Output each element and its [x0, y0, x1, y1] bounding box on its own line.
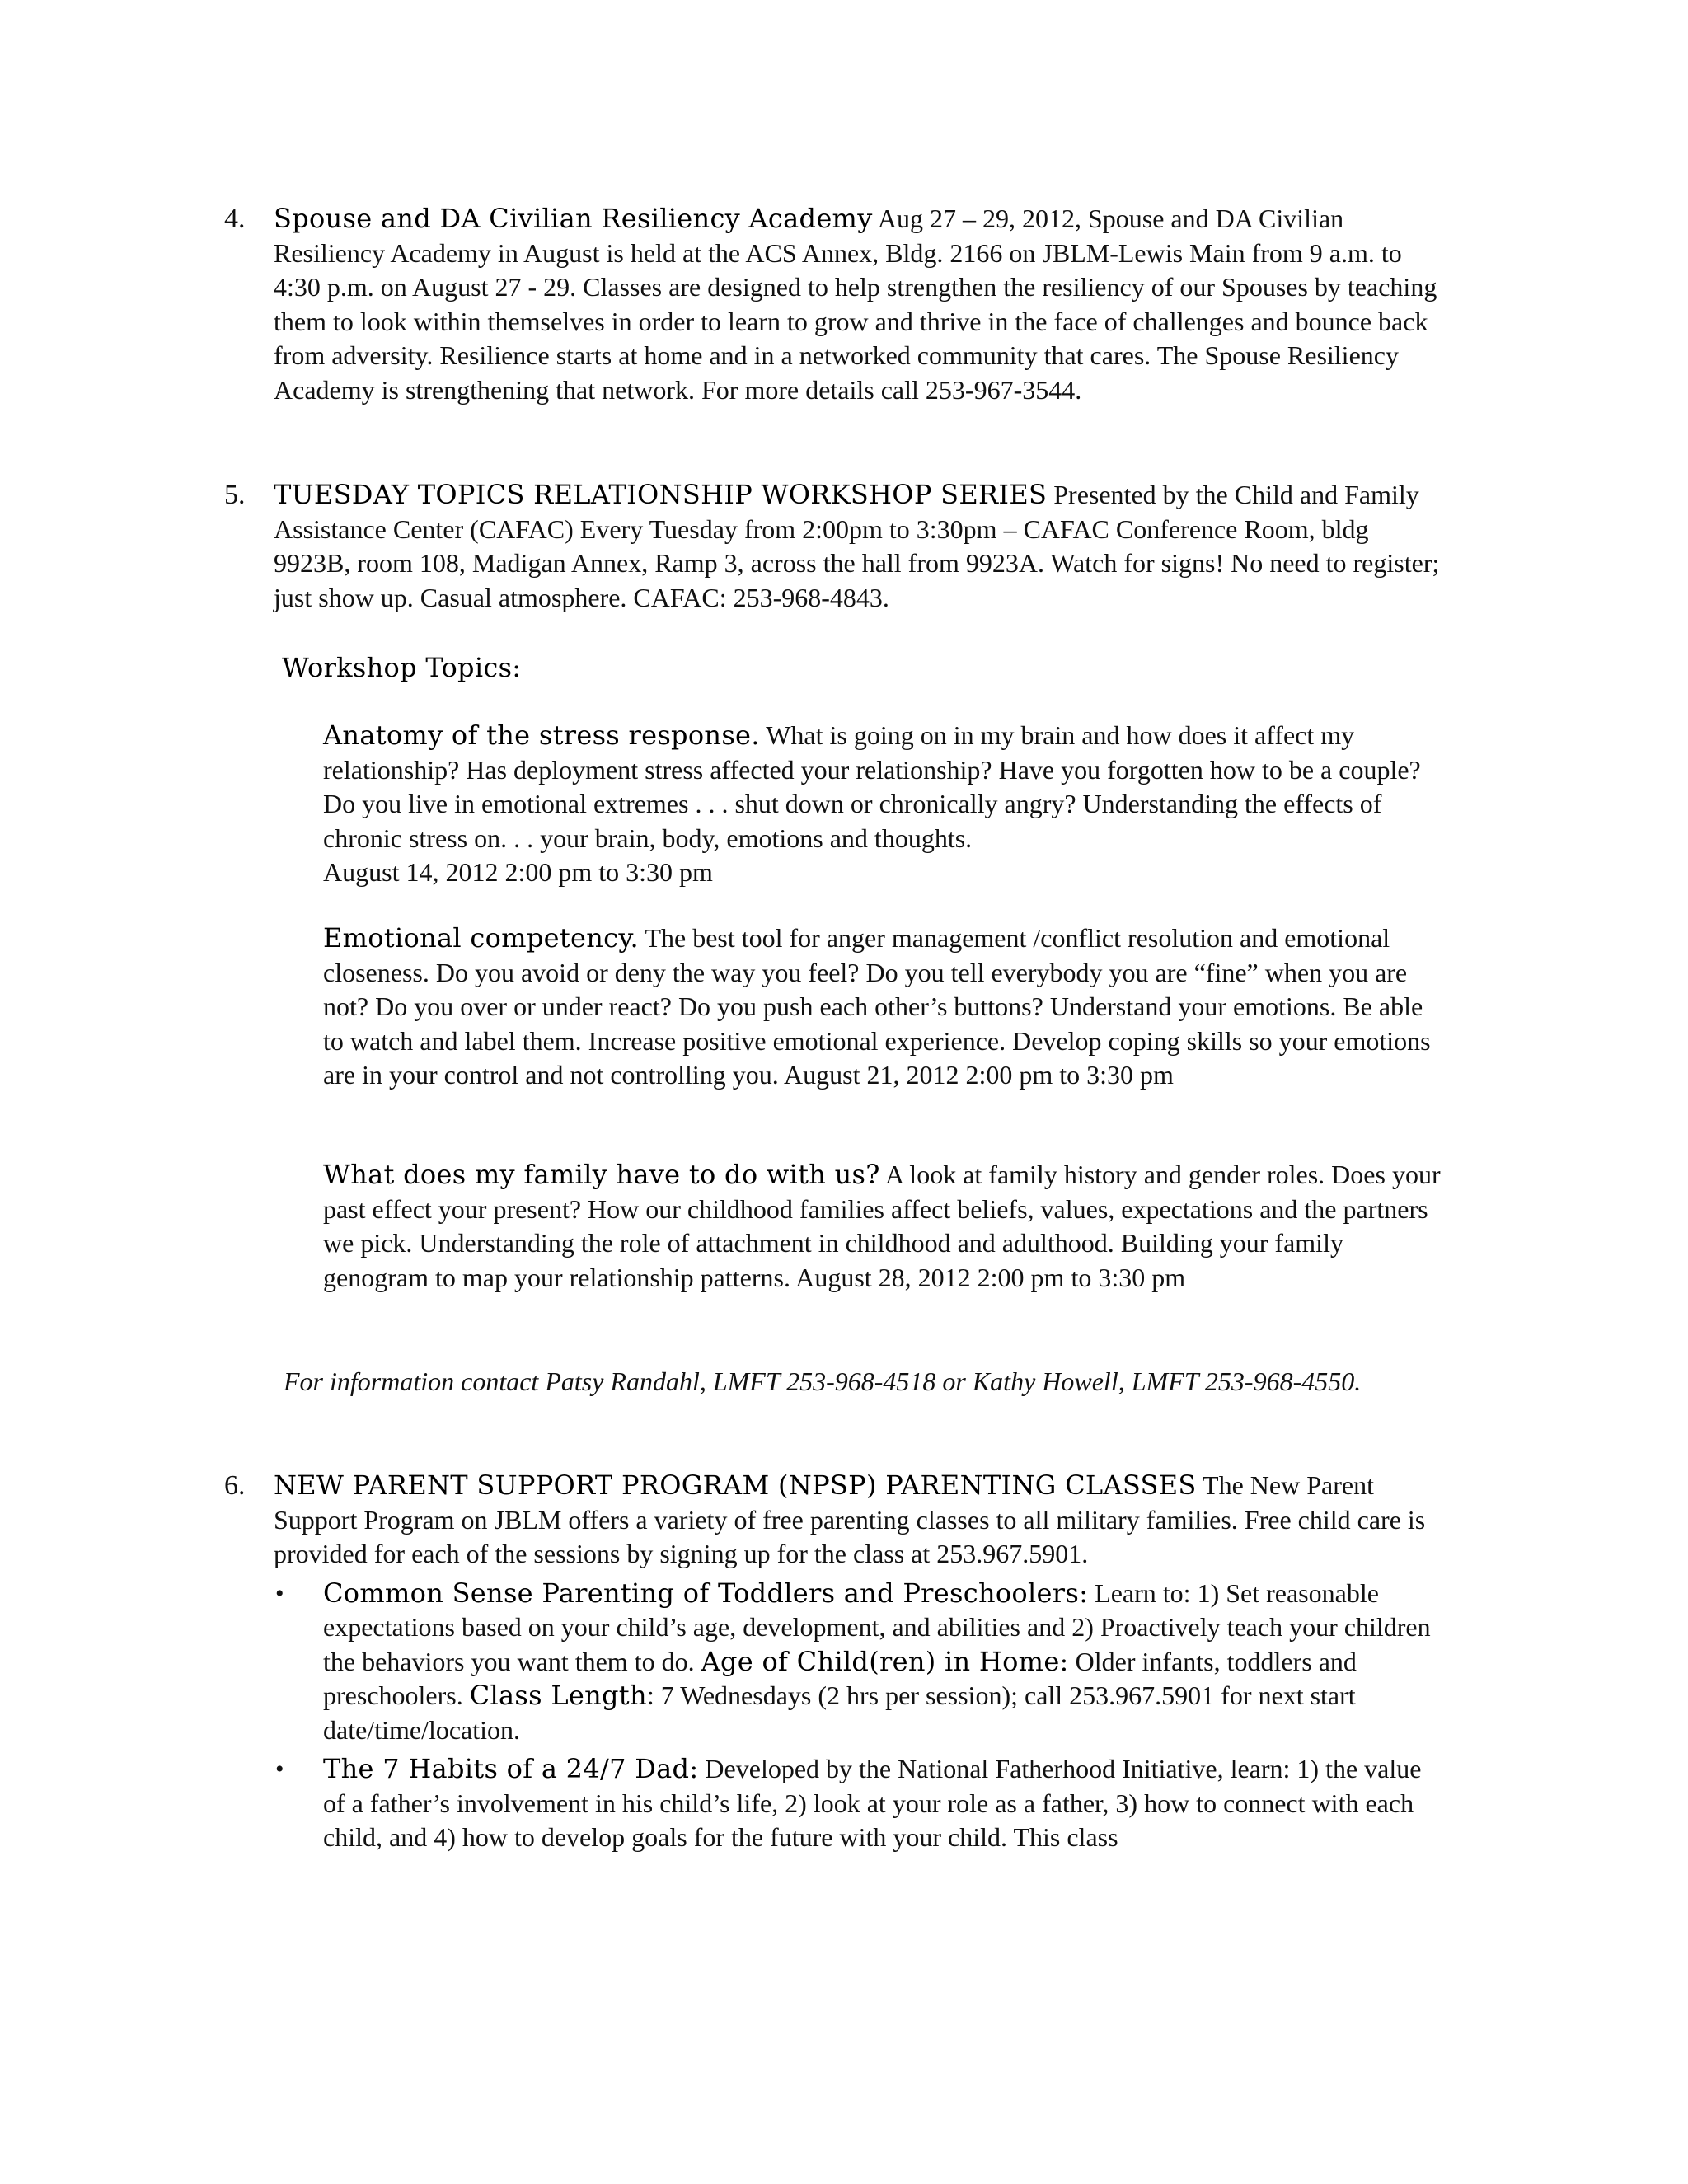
class-length-text: : 7 Wednesdays (2 hrs per session); call 253.967.5901 for next start date/time/location. — [323, 1680, 1356, 1745]
class-list-item — [274, 1577, 1444, 1748]
workshop-topics-heading: Workshop Topics: — [282, 652, 522, 683]
topic-title: Anatomy of the stress response. — [323, 719, 760, 751]
item-body — [274, 202, 1444, 407]
item-text: Aug 27 – 29, 2012, Spouse and DA Civilian Resiliency Academy in August is held at the ACS Annex, Bldg. 2166 on JBLM-Lewis Main from 9 a.m. to 4:30 p.m. on August 27 - 29. Classes are designed to help strengthen the resiliency of our Spouses by teaching them to look within themselves in order to learn to grow and thrive in the face of challenges and bounce back from adversity. Resilience starts at home and in a networked community that cares. The Spouse Resiliency Academy is strengthening that network. For more details call 253-967-3544. — [274, 204, 1437, 405]
bullet-icon: • — [275, 1579, 284, 1607]
class-title: The 7 Habits of a 24/7 Dad: — [323, 1753, 699, 1784]
item-heading: NEW PARENT SUPPORT PROGRAM (NPSP) PARENTING CLASSES — [274, 1469, 1197, 1501]
item-text: The New Parent Support Program on JBLM offers a variety of free parenting classes to all military families. Free child care is provided for each of the sessions by signing up for the class at 253.967.5901. — [274, 1470, 1426, 1568]
list-item-5 — [224, 478, 1461, 615]
item-body — [274, 478, 1444, 615]
item-number: 5. — [224, 480, 246, 510]
topic-title: Emotional competency. — [323, 922, 640, 954]
list-item-4 — [224, 202, 1461, 407]
item-body — [274, 1469, 1444, 1855]
item-heading: TUESDAY TOPICS RELATIONSHIP WORKSHOP SERIES — [274, 479, 1048, 510]
item-heading: Spouse and DA Civilian Resiliency Academy — [274, 203, 873, 234]
item-intro — [274, 1469, 1444, 1572]
item-number: 6. — [224, 1470, 246, 1501]
class-text: Learn to: 1) Set reasonable expectations based on your child’s age, development, and abilities and 2) Proactively teach your children the behaviors you want them to do. — [323, 1577, 1431, 1676]
item-text: Presented by the Child and Family Assistance Center (CAFAC) Every Tuesday from 2:00pm to 3:30pm – CAFAC Conference Room, bldg 9923B, room 108, Madigan Annex, Ramp 3, across the hall from 9923A. Watch for signs! No need to register; just show up. Casual atmosphere. CAFAC: 253-968-4843. — [274, 480, 1440, 612]
class-text: Developed by the National Fatherhood Initiative, learn: 1) the value of a father’s involvement in his child’s life, 2) look at your role as a father, 3) how to connect with each child, and 4) how to develop goals for the future with your child. This class — [323, 1754, 1422, 1852]
class-title: Common Sense Parenting of Toddlers and Preschoolers: — [323, 1577, 1089, 1609]
workshop-topic — [323, 1158, 1444, 1295]
class-list-item — [274, 1752, 1444, 1855]
item-number: 4. — [224, 204, 246, 234]
workshop-topic — [323, 921, 1444, 1093]
topic-text: A look at family history and gender roles. Does your past effect your present? How our childhood families affect beliefs, values, expectations and the partners we pick. Understanding the role of attachment in childhood and adulthood. Building your family genogram to map your relationship patterns. August 28, 2012 2:00 pm to 3:30 pm — [323, 1160, 1441, 1292]
class-list — [274, 1577, 1444, 1855]
class-age-text: Older infants, toddlers and preschoolers. — [323, 1646, 1357, 1710]
class-age-label: Age of Child(ren) in Home: — [701, 1645, 1069, 1677]
topic-text: What is going on in my brain and how does it affect my relationship? Has deployment stress affected your relationship? Have you forgotten how to be a couple? Do you live in emotional extremes . . . shut down or chronically angry? Understanding the effects of chronic stress on. . . your brain, body, emotions and thoughts. — [323, 720, 1421, 853]
topic-title: What does my family have to do with us? — [323, 1159, 880, 1190]
topic-date: August 14, 2012 2:00 pm to 3:30 pm — [323, 857, 713, 887]
topic-text: The best tool for anger management /conflict resolution and emotional closeness. Do you avoid or deny the way you feel? Do you tell everybody you are “fine” when you are not? Do you over or under react? Do you push each other’s buttons? Understand your emotions. Be able to watch and label them. Increase positive emotional experience. Develop coping skills so your emotions are in your control and not controlling you. August 21, 2012 2:00 pm to 3:30 pm — [323, 923, 1431, 1090]
workshop-topic — [323, 719, 1444, 890]
bullet-icon: • — [275, 1755, 284, 1783]
class-length-label: Class Length — [469, 1680, 647, 1711]
list-item-6 — [224, 1469, 1461, 1855]
workshop-contact: For information contact Patsy Randahl, LMFT 253-968-4518 or Kathy Howell, LMFT 253-968-4550. — [284, 1366, 1362, 1396]
